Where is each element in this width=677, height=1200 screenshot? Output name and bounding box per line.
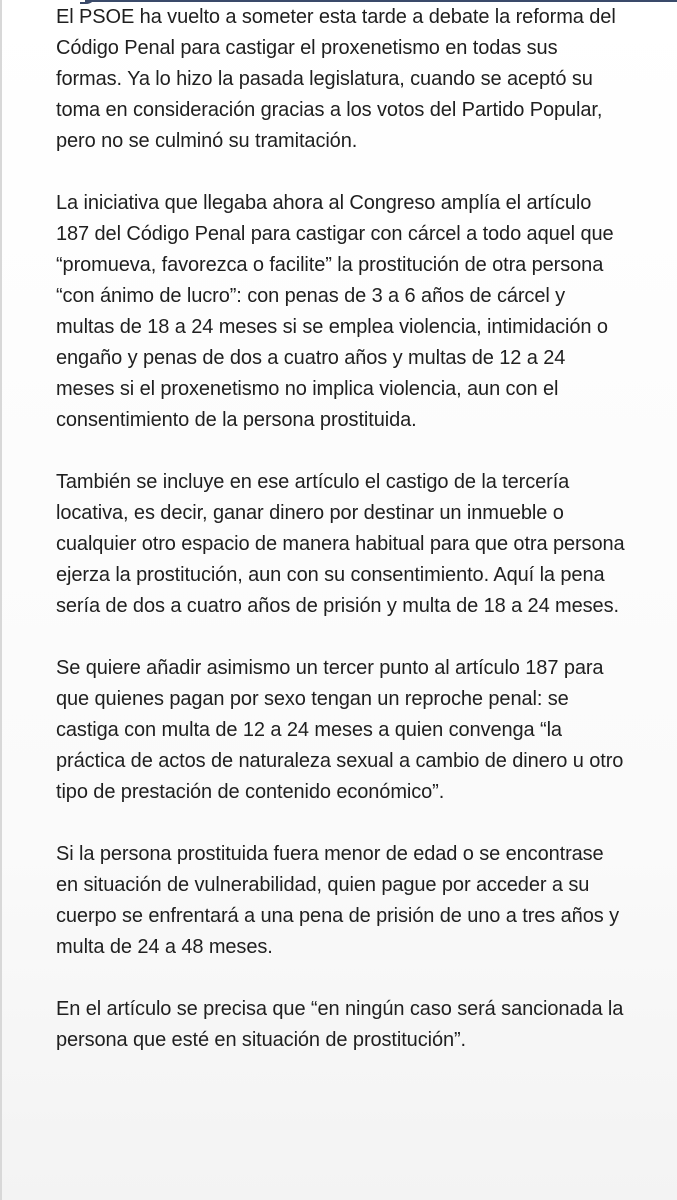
paragraph-4: Se quiere añadir asimismo un tercer punto al artículo 187 para que quienes pagan por sexo tengan un reproche penal: se castiga con multa de 12 a 24 meses a quien convenga “la práctica de actos de naturaleza sexual a cambio de dinero u otro tipo de prestación de contenido económico”. (56, 657, 624, 803)
paragraph-6: En el artículo se precisa que “en ningún caso será sancionada la persona que esté en situación de prostitución”. (56, 998, 624, 1051)
paragraph-2: La iniciativa que llegaba ahora al Congreso amplía el artículo 187 del Código Penal para castigar con cárcel a todo aquel que “promueva, favorezca o facilite” la prostitución de otra persona “con ánimo de lucro”: con penas de 3 a 6 años de cárcel y multas de 18 a 24 meses si se emplea violencia, intimidación o engaño y penas de dos a cuatro años y multas de 12 a 24 meses si el proxenetismo no implica violencia, aun con el consentimiento de la persona prostituida. (56, 192, 614, 431)
paragraph-5: Si la persona prostituida fuera menor de edad o se encontrase en situación de vulnerabilidad, quien pague por acceder a su cuerpo se enfrentará a una pena de prisión de uno a tres años y multa de 24 a 48 meses. (56, 843, 619, 958)
left-border (0, 0, 2, 1200)
paragraph-3: También se incluye en ese artículo el castigo de la tercería locativa, es decir, ganar dinero por destinar un inmueble o cualquier otro espacio de manera habitual para que otra persona ejerza la prostitución, aun con su consentimiento. Aquí la pena sería de dos a cuatro años de prisión y multa de 18 a 24 meses. (56, 471, 625, 617)
paragraph-1: El PSOE ha vuelto a someter esta tarde a debate la reforma del Código Penal para castigar el proxenetismo en todas sus formas. Ya lo hizo la pasada legislatura, cuando se aceptó su toma en consideración gracias a los votos del Partido Popular, pero no se culminó su tramitación. (56, 6, 616, 152)
article-body (56, 2, 628, 1087)
